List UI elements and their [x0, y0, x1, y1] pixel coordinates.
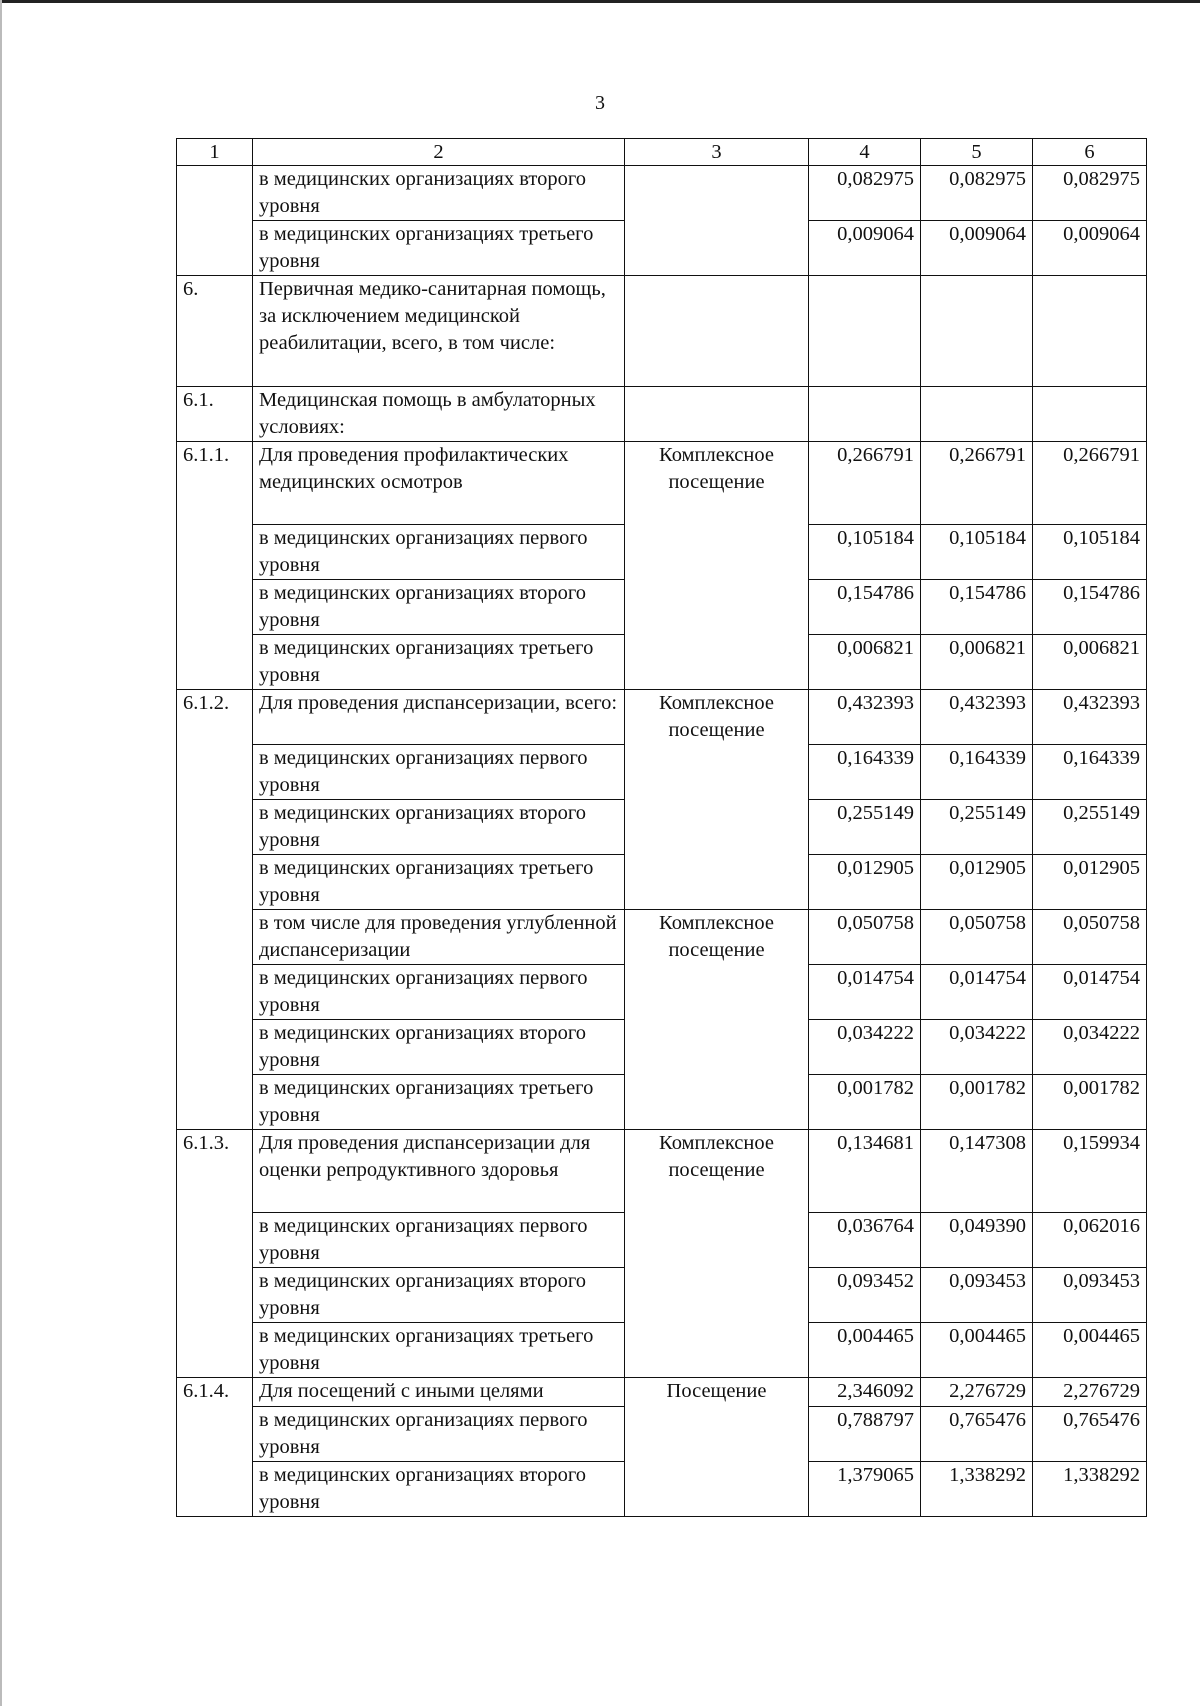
header-cell: 5 — [921, 139, 1033, 166]
row-name: в медицинских организациях третьего уровня — [253, 635, 625, 690]
value-col5: 2,276729 — [921, 1378, 1033, 1407]
value-col5: 0,154786 — [921, 580, 1033, 635]
value-col5: 0,255149 — [921, 800, 1033, 855]
value-col4: 0,105184 — [809, 525, 921, 580]
value-col5: 0,049390 — [921, 1213, 1033, 1268]
scan-edge-top — [0, 0, 1200, 3]
row-name: в медицинских организациях первого уровня — [253, 1407, 625, 1462]
value-col6: 0,093453 — [1033, 1268, 1147, 1323]
row-number — [177, 221, 253, 276]
table-row — [177, 1462, 1147, 1517]
table-row — [177, 525, 1147, 580]
row-name: в медицинских организациях третьего уровня — [253, 855, 625, 910]
row-name: в том числе для проведения углубленной диспансеризации — [253, 910, 625, 965]
row-unit — [625, 1020, 809, 1075]
value-col4: 0,050758 — [809, 910, 921, 965]
row-name: в медицинских организациях первого уровня — [253, 525, 625, 580]
row-number — [177, 855, 253, 910]
row-name: в медицинских организациях второго уровня — [253, 800, 625, 855]
value-col4: 0,036764 — [809, 1213, 921, 1268]
row-number: 6.1.3. — [177, 1130, 253, 1213]
row-number: 6.1.2. — [177, 690, 253, 745]
row-name: в медицинских организациях второго уровня — [253, 1020, 625, 1075]
value-col5: 0,147308 — [921, 1130, 1033, 1213]
row-number — [177, 580, 253, 635]
table-row — [177, 690, 1147, 745]
value-col4: 2,346092 — [809, 1378, 921, 1407]
row-name: в медицинских организациях третьего уровня — [253, 1323, 625, 1378]
row-name: Медицинская помощь в амбулаторных условиях: — [253, 387, 625, 442]
row-name: Для посещений с иными целями — [253, 1378, 625, 1407]
row-number — [177, 910, 253, 965]
value-col4: 0,154786 — [809, 580, 921, 635]
value-col4: 0,164339 — [809, 745, 921, 800]
value-col5: 1,338292 — [921, 1462, 1033, 1517]
row-name: в медицинских организациях второго уровня — [253, 1268, 625, 1323]
header-cell: 3 — [625, 139, 809, 166]
indicator-table — [176, 138, 1147, 1517]
value-col6: 0,164339 — [1033, 745, 1147, 800]
value-col5: 0,093453 — [921, 1268, 1033, 1323]
value-col5: 0,765476 — [921, 1407, 1033, 1462]
row-name: в медицинских организациях третьего уровня — [253, 1075, 625, 1130]
value-col6: 0,009064 — [1033, 221, 1147, 276]
value-col6 — [1033, 387, 1147, 442]
table-row — [177, 800, 1147, 855]
value-col4: 0,012905 — [809, 855, 921, 910]
table-row — [177, 745, 1147, 800]
value-col6: 0,105184 — [1033, 525, 1147, 580]
value-col4: 0,082975 — [809, 166, 921, 221]
row-number — [177, 965, 253, 1020]
row-name: Для проведения диспансеризации, всего: — [253, 690, 625, 745]
value-col4: 0,266791 — [809, 442, 921, 525]
row-name: в медицинских организациях второго уровня — [253, 580, 625, 635]
value-col5: 0,001782 — [921, 1075, 1033, 1130]
row-unit — [625, 525, 809, 580]
value-col5: 0,004465 — [921, 1323, 1033, 1378]
table-row — [177, 635, 1147, 690]
row-name: в медицинских организациях первого уровня — [253, 965, 625, 1020]
value-col6: 0,050758 — [1033, 910, 1147, 965]
value-col4: 0,006821 — [809, 635, 921, 690]
row-name: Первичная медико-санитарная помощь, за исключением медицинской реабилитации, всего, в том числе: — [253, 276, 625, 387]
value-col6: 1,338292 — [1033, 1462, 1147, 1517]
table-row — [177, 580, 1147, 635]
value-col4: 0,134681 — [809, 1130, 921, 1213]
value-col5: 0,432393 — [921, 690, 1033, 745]
value-col4: 0,034222 — [809, 1020, 921, 1075]
row-number — [177, 635, 253, 690]
row-number — [177, 166, 253, 221]
value-col5: 0,105184 — [921, 525, 1033, 580]
header-cell: 6 — [1033, 139, 1147, 166]
table-row — [177, 221, 1147, 276]
value-col5: 0,012905 — [921, 855, 1033, 910]
row-name: в медицинских организациях первого уровня — [253, 745, 625, 800]
row-unit — [625, 387, 809, 442]
row-unit — [625, 1213, 809, 1268]
value-col6: 0,062016 — [1033, 1213, 1147, 1268]
table-row — [177, 1213, 1147, 1268]
table-row — [177, 1020, 1147, 1075]
table-row — [177, 166, 1147, 221]
value-col5: 0,014754 — [921, 965, 1033, 1020]
table-row — [177, 276, 1147, 387]
row-name: Для проведения профилактических медицинских осмотров — [253, 442, 625, 525]
row-number — [177, 1268, 253, 1323]
value-col5: 0,050758 — [921, 910, 1033, 965]
table-row — [177, 442, 1147, 525]
value-col6: 0,034222 — [1033, 1020, 1147, 1075]
row-name: в медицинских организациях первого уровня — [253, 1213, 625, 1268]
header-cell: 1 — [177, 139, 253, 166]
row-unit — [625, 1075, 809, 1130]
row-unit — [625, 1462, 809, 1517]
table-row — [177, 855, 1147, 910]
row-number: 6.1.4. — [177, 1378, 253, 1407]
value-col6: 0,154786 — [1033, 580, 1147, 635]
value-col6: 0,004465 — [1033, 1323, 1147, 1378]
value-col4: 0,255149 — [809, 800, 921, 855]
value-col5: 0,266791 — [921, 442, 1033, 525]
value-col4: 0,009064 — [809, 221, 921, 276]
value-col6: 0,266791 — [1033, 442, 1147, 525]
row-number: 6. — [177, 276, 253, 387]
header-cell: 2 — [253, 139, 625, 166]
row-number: 6.1. — [177, 387, 253, 442]
scan-edge-left — [0, 0, 2, 1706]
row-number — [177, 1075, 253, 1130]
value-col5 — [921, 276, 1033, 387]
row-number — [177, 1020, 253, 1075]
table-row — [177, 910, 1147, 965]
row-number — [177, 800, 253, 855]
row-number — [177, 1462, 253, 1517]
value-col4: 0,093452 — [809, 1268, 921, 1323]
table-row — [177, 1268, 1147, 1323]
table-row — [177, 1378, 1147, 1407]
value-col4: 1,379065 — [809, 1462, 921, 1517]
row-unit — [625, 221, 809, 276]
header-row — [177, 139, 1147, 166]
row-unit: Комплексное посещение — [625, 442, 809, 525]
value-col5: 0,009064 — [921, 221, 1033, 276]
value-col4: 0,788797 — [809, 1407, 921, 1462]
row-unit — [625, 1268, 809, 1323]
row-unit — [625, 166, 809, 221]
table-row — [177, 387, 1147, 442]
row-number — [177, 525, 253, 580]
row-unit — [625, 965, 809, 1020]
row-unit — [625, 1323, 809, 1378]
value-col4: 0,004465 — [809, 1323, 921, 1378]
row-unit — [625, 580, 809, 635]
row-unit — [625, 745, 809, 800]
value-col6: 0,006821 — [1033, 635, 1147, 690]
row-number — [177, 1213, 253, 1268]
table-row — [177, 1323, 1147, 1378]
value-col6: 0,159934 — [1033, 1130, 1147, 1213]
table-row — [177, 1130, 1147, 1213]
row-number: 6.1.1. — [177, 442, 253, 525]
value-col5: 0,006821 — [921, 635, 1033, 690]
row-unit: Посещение — [625, 1378, 809, 1407]
header-cell: 4 — [809, 139, 921, 166]
row-unit: Комплексное посещение — [625, 910, 809, 965]
value-col6 — [1033, 276, 1147, 387]
row-unit — [625, 635, 809, 690]
row-unit: Комплексное посещение — [625, 1130, 809, 1213]
value-col4: 0,014754 — [809, 965, 921, 1020]
value-col5: 0,164339 — [921, 745, 1033, 800]
value-col6: 0,001782 — [1033, 1075, 1147, 1130]
value-col6: 0,082975 — [1033, 166, 1147, 221]
row-number — [177, 1407, 253, 1462]
value-col4: 0,432393 — [809, 690, 921, 745]
page-number: 3 — [595, 92, 605, 114]
value-col5: 0,082975 — [921, 166, 1033, 221]
value-col6: 0,765476 — [1033, 1407, 1147, 1462]
row-unit — [625, 276, 809, 387]
row-number — [177, 745, 253, 800]
value-col4 — [809, 276, 921, 387]
value-col4: 0,001782 — [809, 1075, 921, 1130]
table-row — [177, 1075, 1147, 1130]
row-name: в медицинских организациях второго уровня — [253, 166, 625, 221]
row-unit — [625, 855, 809, 910]
row-number — [177, 1323, 253, 1378]
row-name: Для проведения диспансеризации для оценки репродуктивного здоровья — [253, 1130, 625, 1213]
row-unit: Комплексное посещение — [625, 690, 809, 745]
value-col6: 0,014754 — [1033, 965, 1147, 1020]
value-col6: 2,276729 — [1033, 1378, 1147, 1407]
value-col6: 0,012905 — [1033, 855, 1147, 910]
value-col4 — [809, 387, 921, 442]
value-col5: 0,034222 — [921, 1020, 1033, 1075]
value-col6: 0,432393 — [1033, 690, 1147, 745]
row-name: в медицинских организациях третьего уровня — [253, 221, 625, 276]
row-unit — [625, 800, 809, 855]
value-col5 — [921, 387, 1033, 442]
value-col6: 0,255149 — [1033, 800, 1147, 855]
table-row — [177, 965, 1147, 1020]
row-name: в медицинских организациях второго уровня — [253, 1462, 625, 1517]
table-row — [177, 1407, 1147, 1462]
row-unit — [625, 1407, 809, 1462]
